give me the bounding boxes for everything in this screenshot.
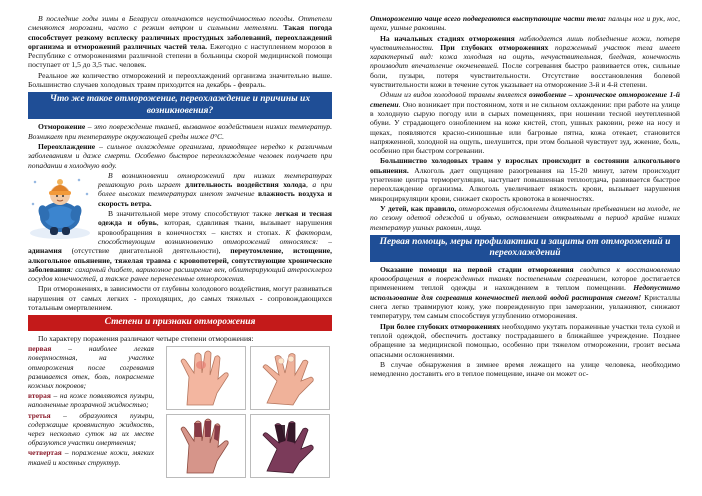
section-banner-definitions: Что же такое отморожение, переохлаждение и причины их возникновения? bbox=[28, 92, 332, 119]
intro-bold-sentence: Такая погода способствует резкому всплеску различных простудных заболеваний, переохлаждений организма и отморожений различных частей тела. bbox=[28, 23, 332, 51]
causes-paragraph: В возникновении отморожений при низких температурах решающую роль играет длительность воздействия холода, а при более высоких температурах имеют значение влажность воздуха и скорость ветра. bbox=[98, 170, 332, 208]
hand-degree-2-image bbox=[250, 346, 330, 410]
section-banner-first-aid: Первая помощь, меры профилактики и защиты от отморожений и переохлаждений bbox=[370, 235, 680, 262]
disorders-paragraph: При отморожениях, в зависимости от глубины холодового воздействия, могут развиваться нарушения от самых легких - проходящих, до самых тяжелых - сопровождающихся тотальным омертвлением. bbox=[28, 284, 332, 313]
degrees-list bbox=[28, 344, 154, 468]
causes-block bbox=[28, 171, 332, 285]
degrees-intro: По характеру поражения различают четыре степени отморожения: bbox=[38, 333, 254, 343]
children-paragraph: У детей, как правило, отморожения обусловлены длительным пребыванием на холоде, не по сезону одетой одеждой и обувью, оставлением открытыми в период крайне низких температур ушных раковин, лица. bbox=[370, 203, 680, 232]
frozen-person-illustration bbox=[28, 173, 92, 239]
street-person-paragraph: В случае обнаружения в зимнее время лежащего на улице человека, необходимо немедленно доставить его в теплое помещение, иначе он может ос- bbox=[370, 359, 680, 379]
degree-item-4: четвертая – поражение кожи, мягких тканей и костных структур. bbox=[28, 448, 154, 467]
hand-degree-1-image bbox=[166, 346, 246, 410]
section-banner-degrees: Степени и признаки отморожения bbox=[28, 315, 332, 331]
intro-paragraph-2: Реальное же количество отморожений и переохлаждений организма значительно выше. Большинство случаев холодовых травм приходится на декабрь - февраль. bbox=[28, 70, 332, 90]
right-column bbox=[370, 0, 680, 496]
degrees-block bbox=[28, 344, 332, 480]
hypothermia-definition: Переохлаждение – сильное охлаждение организма, приводящее нередко к различным заболеваниям и даже смерти. Особенно быстрое переохлаждение человек получает при попадании в холодную воду. bbox=[28, 141, 332, 170]
first-aid-paragraph: Оказание помощи на первой стадии отморожения сводится к восстановлению кровообращения в поврежденных тканях постепенным согреванием, которое достигается применением теплой одежды и нахождением в теплом помещении. Недопустимо использование для согревания конечностей теплой водой растирания снегом! Кристаллы снега легко травмируют кожу, уже поврежденную при замерзании, увлажняют, снижают температуру, тем самым способствуя углублению отморожения. bbox=[370, 264, 680, 321]
intro-stat-sentence: Ежегодно с наступлением морозов в Республике с отморожениями различной степени в больницы скорой медицинской помощи поступает от 1,5 до 3,5 тыс. человек. bbox=[28, 41, 332, 70]
frostbite-definition: Отморожение – это повреждение тканей, вызванное воздействием низких температур. Возникает при температуре окружающей среды ниже 0°С. bbox=[28, 122, 332, 141]
left-column bbox=[28, 0, 332, 496]
degree-item-2: вторая – на коже появляются пузыри, наполненные прозрачной жидкостью; bbox=[28, 391, 154, 410]
intro-paragraph-1: В последние годы зимы в Беларуси отличаются неустойчивостью погоды. Оттепели сменяются морозами, часто с резким ветром и сильными метелями. Такая погода способствует резкому всплеску различных простудных заболеваний, переохлаждений организма и отморожений различных частей тела. Ежегодно с наступлением морозов в Республике с отморожениями различной степени в больницы скорой медицинской помощи поступает от 1,5 до 3,5 тыс. человек. bbox=[28, 14, 332, 70]
alcohol-paragraph: Большинство холодовых травм у взрослых происходит в состоянии алкогольного опьянения. Алкоголь дает ощущение разогревания на 15-20 минут, затем происходит угнетение центра терморегуляции, наступает повышенная теплоотдача, развивается быстрое переохлаждение организма. Алкоголь увеличивает вязкость крови, вызывает нарушения микроциркуляции крови, снижает скорость кровотока в конечностях. bbox=[370, 156, 680, 203]
body-parts-paragraph: Отморожению чаще всего подвергаются выступающие части тела: пальцы ног и рук, нос, щеки, ушные раковины. bbox=[370, 14, 680, 33]
hand-degree-3-image bbox=[166, 414, 246, 478]
hand-degree-4-image bbox=[250, 414, 330, 478]
degree-item-3: третья – образуются пузыри, содержащие кровянистую жидкость, через несколько суток на их месте образуются участки омертвения; bbox=[28, 410, 154, 448]
deep-frostbite-paragraph: При более глубоких отморожениях необходимо укутать пораженные участки тела сухой и теплой одеждой, обеспечить доставку пострадавшего в ближайшее учреждение. Позднее обращение за медицинской помощью, особенно при тяжелом отморожении, грозит весьма опасными осложнениями. bbox=[370, 321, 680, 359]
degree-item-1: первая – наиболее легкая поверхностная, на участке отморожения после согревания развивается отек, боль, покраснение кожных покровов; bbox=[28, 344, 154, 390]
clothing-paragraph: В значительной мере этому способствуют также легкая и тесная одежда и обувь, которая, сдавливая ткани, вызывает нарушения кровообращения в конечностях – кистях и стопах. К факторам, способствующим возникновению отморожений относятся: – адинамия (отсутствие двигательной деятельности), переутомление, истощение, алкогольное опьянение, тяжелая травма с кровопотерей, сопутствующие хронические заболевания: сахарный диабет, варикозное расширение вен, облитерирующий атеросклероз сосудов конечностей, а также ранее перенесенные отморожения. bbox=[28, 209, 332, 284]
stages-paragraph: На начальных стадиях отморожения наблюдается лишь побледнение кожи, потеря чувствительности. При глубоких отморожениях пораженный участок тела имеет характерный вид: кожа холодная на ощупь, нечувствительная, бледная, конечность производит впечатление окоченевшей. После согревания быстро развивается отек, сильные боли, пузыри, потеря чувствительности. Отсутствие восстановления болевой чувствительности кожи в течение суток указывает на отморожение 3-й и 4-й степени. bbox=[370, 33, 680, 90]
frostbite-degrees-illustration bbox=[166, 346, 330, 478]
chilblain-paragraph: Одним из видов холодовой травмы является ознобление – хроническое отморожение 1-й степени. Оно возникает при постоянном, хотя и не сильном охлаждении: при работе на улице в холодную сырую погоду или в сырых помещениях, при ношении тесной неутепленной обуви. У страдающего озноблением на коже кистей, стоп, ушных раковин, реже на носу и щеках, появляются красно-синюшные или багровые пятна, кожа отекает, становится напряженной, холодной на ощупь, шелушится, при этом больной чувствует зуд, жжение, боль, особенно при быстром согревании. bbox=[370, 90, 680, 156]
